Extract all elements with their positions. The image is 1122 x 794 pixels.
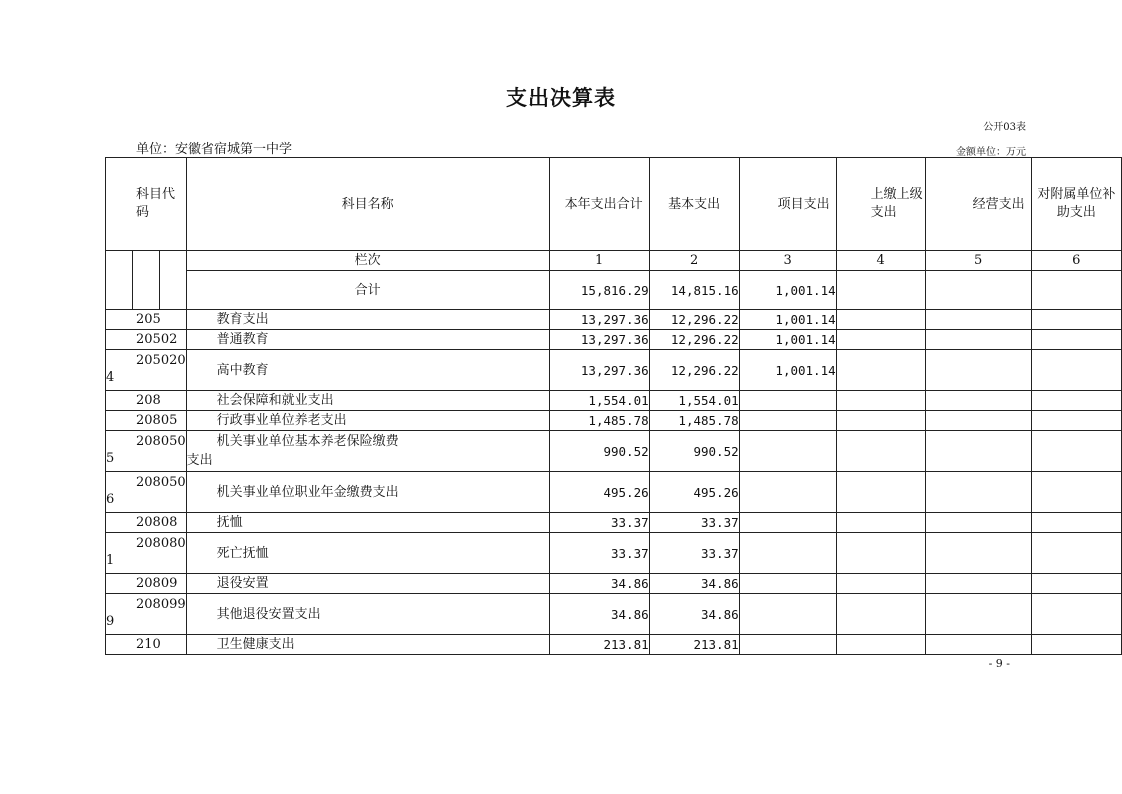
table-row xyxy=(106,533,1122,574)
expenditure-table xyxy=(105,157,1122,655)
project-cell xyxy=(739,574,836,594)
code-subcell xyxy=(106,251,133,310)
code-cell: 20805 xyxy=(106,411,187,431)
total-row xyxy=(106,271,1122,310)
code-cell: 205 xyxy=(106,310,187,330)
name-cell: 机关事业单位职业年金缴费支出 xyxy=(186,472,549,513)
amount-unit-label: 金额单位：万元 xyxy=(956,147,1026,158)
code-cell: 205020 4 xyxy=(106,350,187,391)
name-cell: 抚恤 xyxy=(186,513,549,533)
table-row xyxy=(106,574,1122,594)
project-cell xyxy=(739,533,836,574)
name-cell: 机关事业单位基本养老保险缴费 支出 xyxy=(186,431,549,472)
project-cell: 1,001.14 xyxy=(739,350,836,391)
total-cell: 34.86 xyxy=(549,574,649,594)
table-row xyxy=(106,594,1122,635)
table-row xyxy=(106,330,1122,350)
column-number-row xyxy=(106,251,1122,271)
total-cell: 13,297.36 xyxy=(549,330,649,350)
project-cell xyxy=(739,513,836,533)
form-number: 公开03表 xyxy=(983,122,1026,133)
name-cell: 其他退役安置支出 xyxy=(186,594,549,635)
basic-cell: 14,815.16 xyxy=(649,271,739,310)
column-number: 5 xyxy=(925,251,1031,271)
code-cell: 208080 1 xyxy=(106,533,187,574)
total-cell: 33.37 xyxy=(549,533,649,574)
basic-cell: 12,296.22 xyxy=(649,310,739,330)
basic-cell: 34.86 xyxy=(649,574,739,594)
total-cell: 495.26 xyxy=(549,472,649,513)
name-cell: 高中教育 xyxy=(186,350,549,391)
name-cell: 普通教育 xyxy=(186,330,549,350)
header-code: 科目代码 xyxy=(106,158,187,251)
table-row xyxy=(106,513,1122,533)
code-cell: 20502 xyxy=(106,330,187,350)
total-cell: 33.37 xyxy=(549,513,649,533)
total-cell: 13,297.36 xyxy=(549,350,649,391)
basic-cell: 12,296.22 xyxy=(649,330,739,350)
project-cell xyxy=(739,411,836,431)
total-cell: 990.52 xyxy=(549,431,649,472)
table-row xyxy=(106,310,1122,330)
name-cell: 死亡抚恤 xyxy=(186,533,549,574)
header-row xyxy=(106,158,1122,251)
column-number: 1 xyxy=(549,251,649,271)
basic-cell: 34.86 xyxy=(649,594,739,635)
name-cell: 退役安置 xyxy=(186,574,549,594)
code-cell: 20809 xyxy=(106,574,187,594)
page-number: - 9 - xyxy=(988,657,1010,670)
header-total: 本年支出合计 xyxy=(549,158,649,251)
name-cell: 卫生健康支出 xyxy=(186,635,549,655)
basic-cell: 1,554.01 xyxy=(649,391,739,411)
total-cell: 13,297.36 xyxy=(549,310,649,330)
header-upper: 上缴上级支出 xyxy=(836,158,925,251)
column-number: 3 xyxy=(739,251,836,271)
basic-cell: 1,485.78 xyxy=(649,411,739,431)
total-cell: 34.86 xyxy=(549,594,649,635)
code-cell: 208099 9 xyxy=(106,594,187,635)
table-row xyxy=(106,472,1122,513)
project-cell xyxy=(739,635,836,655)
report-title: 支出决算表 xyxy=(506,86,616,110)
code-cell: 20808 xyxy=(106,513,187,533)
project-cell: 1,001.14 xyxy=(739,310,836,330)
code-cell: 208050 5 xyxy=(106,431,187,472)
column-number: 2 xyxy=(649,251,739,271)
header-project: 项目支出 xyxy=(739,158,836,251)
header-basic: 基本支出 xyxy=(649,158,739,251)
project-cell: 1,001.14 xyxy=(739,271,836,310)
basic-cell: 12,296.22 xyxy=(649,350,739,391)
name-cell: 行政事业单位养老支出 xyxy=(186,411,549,431)
table-row xyxy=(106,411,1122,431)
code-cell: 208 xyxy=(106,391,187,411)
unit-label: 单位：安徽省宿城第一中学 xyxy=(136,142,293,157)
table-row xyxy=(106,431,1122,472)
code-cell: 208050 6 xyxy=(106,472,187,513)
column-number-label: 栏次 xyxy=(186,251,549,271)
basic-cell: 33.37 xyxy=(649,513,739,533)
column-number: 6 xyxy=(1031,251,1121,271)
header-business: 经营支出 xyxy=(925,158,1031,251)
name-cell: 教育支出 xyxy=(186,310,549,330)
total-cell: 1,485.78 xyxy=(549,411,649,431)
header-subsidy: 对附属单位补助支出 xyxy=(1031,158,1121,251)
total-label: 合计 xyxy=(186,271,549,310)
total-cell: 213.81 xyxy=(549,635,649,655)
basic-cell: 33.37 xyxy=(649,533,739,574)
project-cell xyxy=(739,472,836,513)
header-name: 科目名称 xyxy=(186,158,549,251)
name-cell: 社会保障和就业支出 xyxy=(186,391,549,411)
basic-cell: 990.52 xyxy=(649,431,739,472)
basic-cell: 213.81 xyxy=(649,635,739,655)
total-cell: 1,554.01 xyxy=(549,391,649,411)
code-cell: 210 xyxy=(106,635,187,655)
basic-cell: 495.26 xyxy=(649,472,739,513)
table-row xyxy=(106,350,1122,391)
code-subcell xyxy=(159,251,186,310)
code-subcell xyxy=(132,251,159,310)
table-row xyxy=(106,391,1122,411)
column-number: 4 xyxy=(836,251,925,271)
project-cell: 1,001.14 xyxy=(739,330,836,350)
project-cell xyxy=(739,431,836,472)
table-row xyxy=(106,635,1122,655)
project-cell xyxy=(739,391,836,411)
project-cell xyxy=(739,594,836,635)
total-cell: 15,816.29 xyxy=(549,271,649,310)
